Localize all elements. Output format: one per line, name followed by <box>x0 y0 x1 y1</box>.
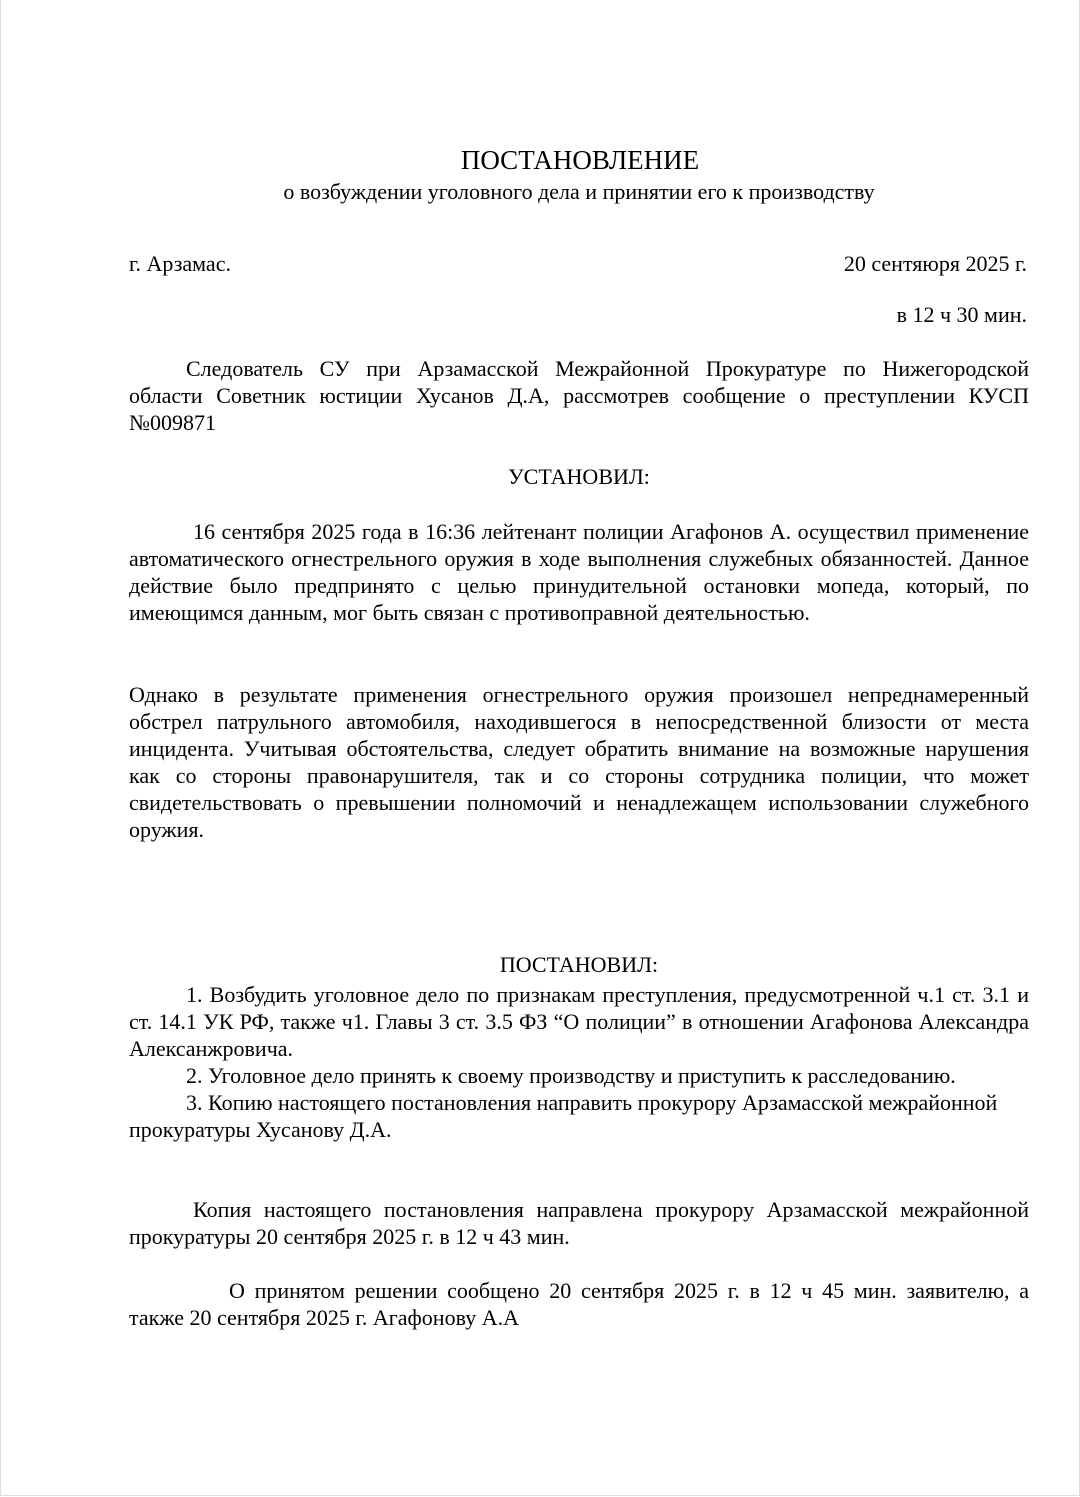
document-title: ПОСТАНОВЛЕНИЕ <box>460 145 700 175</box>
document-place: г. Арзамас. <box>129 251 231 276</box>
copy-note: Копия настоящего постановления направлена прокурору Арзамасской межрайонной прокуратуры 20 сентября 2025 г. в 12 ч 43 мин. <box>129 1197 1029 1249</box>
established-heading: УСТАНОВИЛ: <box>508 464 650 489</box>
resolved-heading: ПОСТАНОВИЛ: <box>499 952 659 977</box>
intro-paragraph: Следователь СУ при Арзамасской Межрайонной Прокуратуре по Нижегородской области Советник юстиции Хусанов Д.А, рассмотрев сообщение о преступлении КУСП №009871 <box>129 356 1029 435</box>
document-date: 20 сентяюря 2025 г. <box>843 251 1027 276</box>
resolved-item-2: 2. Уголовное дело принять к своему производству и приступить к расследованию. <box>186 1063 956 1088</box>
resolved-list <box>129 981 1029 1143</box>
established-paragraph-1: 16 сентября 2025 года в 16:36 лейтенант полиции Агафонов А. осуществил применение автоматического огнестрельного оружия в ходе выполнения служебных обязанностей. Данное действие было предпринято с целью принудительной остановки мопеда, который, по имеющимся данным, мог быть связан с противоправной деятельностью. <box>129 519 1029 625</box>
resolved-item-3: 3. Копию настоящего постановления направить прокурору Арзамасской межрайонной прокуратуры Хусанову Д.А. <box>129 1090 998 1142</box>
notify-note: О принятом решении сообщено 20 сентября 2025 г. в 12 ч 45 мин. заявителю, а также 20 сентября 2025 г. Агафонову А.А <box>129 1278 1029 1330</box>
document-subtitle: о возбуждении уголовного дела и принятии его к производству <box>283 179 875 204</box>
established-paragraph-2: Однако в результате применения огнестрельного оружия произошел непреднамеренный обстрел патрульного автомобиля, находившегося в непосредственной близости от места инцидента. Учитывая обстоятельства, следует обратить внимание на возможные нарушения как со стороны правонарушителя, так и со стороны сотрудника полиции, что может свидетельствовать о превышении полномочий и ненадлежащем использовании служебного оружия. <box>129 682 1029 842</box>
document-time: в 12 ч 30 мин. <box>896 302 1027 327</box>
resolved-item-1: 1. Возбудить уголовное дело по признакам преступления, предусмотренной ч.1 ст. 3.1 и ст. 14.1 УК РФ, также ч1. Главы 3 ст. 3.5 ФЗ “О полиции” в отношении Агафонова Александра Алексанжровича. <box>129 982 1029 1061</box>
